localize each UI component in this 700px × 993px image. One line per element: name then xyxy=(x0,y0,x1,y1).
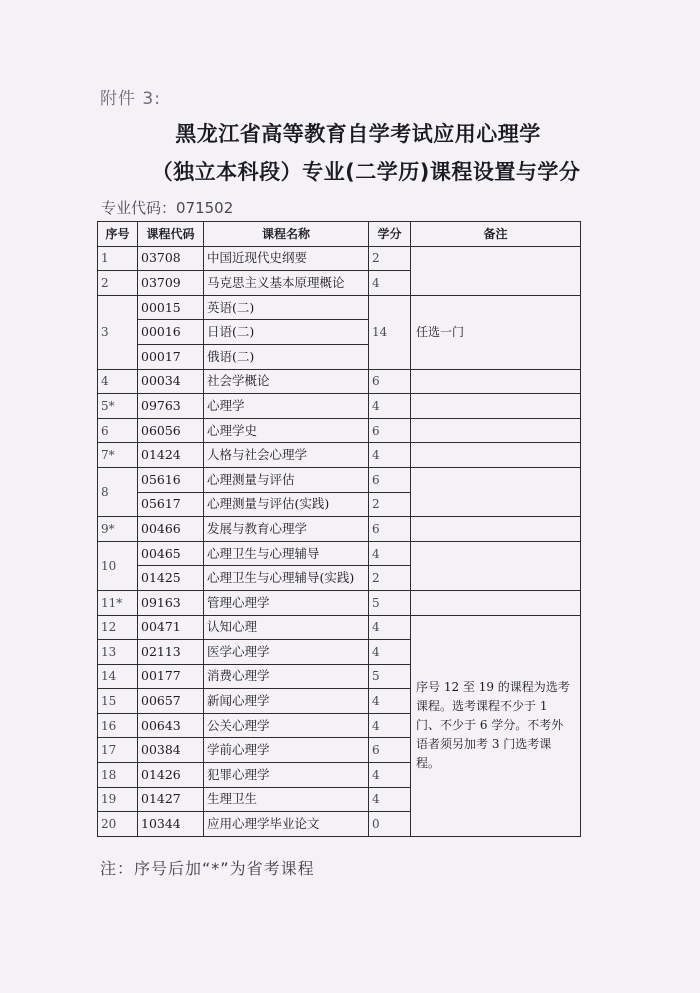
remark-electives: 序号 12 至 19 的课程为选考课程。选考课程不少于 1 门、不少于 6 学分。不考外语者须另加考 3 门选考课程。 xyxy=(411,615,581,836)
row-credit: 4 xyxy=(369,689,411,714)
row-credit: 5 xyxy=(369,590,411,615)
row-seq: 1 xyxy=(98,246,138,271)
row-code: 01425 xyxy=(138,566,204,591)
table-row xyxy=(98,418,581,443)
row-seq: 20 xyxy=(98,812,138,837)
table-row xyxy=(98,443,581,468)
row-credit: 6 xyxy=(369,467,411,492)
row-name: 学前心理学 xyxy=(204,738,369,763)
row-seq: 6 xyxy=(98,418,138,443)
table-row xyxy=(98,615,581,640)
row-name: 认知心理 xyxy=(204,615,369,640)
row-name: 管理心理学 xyxy=(204,590,369,615)
row-code: 00015 xyxy=(138,295,204,320)
row-name: 心理测量与评估 xyxy=(204,467,369,492)
row-code: 00177 xyxy=(138,664,204,689)
row-remark-empty xyxy=(411,590,581,615)
row-name: 心理卫生与心理辅导(实践) xyxy=(204,566,369,591)
row-seq: 13 xyxy=(98,640,138,665)
row-name: 心理测量与评估(实践) xyxy=(204,492,369,517)
row-seq: 16 xyxy=(98,713,138,738)
table-row xyxy=(98,467,581,492)
row-remark-empty xyxy=(411,467,581,516)
row-remark-empty xyxy=(411,246,581,295)
row-code: 01424 xyxy=(138,443,204,468)
row-credit: 4 xyxy=(369,713,411,738)
row-name: 新闻心理学 xyxy=(204,689,369,714)
row-seq: 17 xyxy=(98,738,138,763)
row-credit: 6 xyxy=(369,369,411,394)
table-row xyxy=(98,295,581,320)
row-remark-empty xyxy=(411,418,581,443)
row-seq: 10 xyxy=(98,541,138,590)
row-seq: 12 xyxy=(98,615,138,640)
row-name: 公关心理学 xyxy=(204,713,369,738)
row-seq: 14 xyxy=(98,664,138,689)
table-row xyxy=(98,517,581,542)
row-code: 01426 xyxy=(138,763,204,788)
row-credit: 4 xyxy=(369,787,411,812)
row-credit: 6 xyxy=(369,517,411,542)
row-code: 09763 xyxy=(138,394,204,419)
row-credit: 4 xyxy=(369,640,411,665)
row-seq: 15 xyxy=(98,689,138,714)
row-seq: 18 xyxy=(98,763,138,788)
row-code: 00017 xyxy=(138,344,204,369)
row-name: 心理学史 xyxy=(204,418,369,443)
row-credit: 4 xyxy=(369,763,411,788)
header-remark: 备注 xyxy=(411,222,581,247)
row-credit: 4 xyxy=(369,615,411,640)
header-name: 课程名称 xyxy=(204,222,369,247)
row-name: 消费心理学 xyxy=(204,664,369,689)
page-title: 黑龙江省高等教育自学考试应用心理学 xyxy=(175,122,541,146)
row-name: 发展与教育心理学 xyxy=(204,517,369,542)
row-code: 00657 xyxy=(138,689,204,714)
row-code: 00471 xyxy=(138,615,204,640)
row-seq: 8 xyxy=(98,467,138,516)
row-credit: 4 xyxy=(369,541,411,566)
row-name: 医学心理学 xyxy=(204,640,369,665)
row-credit: 2 xyxy=(369,492,411,517)
row-name: 俄语(二) xyxy=(204,344,369,369)
row-name: 心理学 xyxy=(204,394,369,419)
table-row xyxy=(98,246,581,271)
row-name: 人格与社会心理学 xyxy=(204,443,369,468)
row-code: 05616 xyxy=(138,467,204,492)
header-seq: 序号 xyxy=(98,222,138,247)
table-row xyxy=(98,590,581,615)
row-name: 心理卫生与心理辅导 xyxy=(204,541,369,566)
row-seq: 19 xyxy=(98,787,138,812)
row-name: 应用心理学毕业论文 xyxy=(204,812,369,837)
major-code: 专业代码：071502 xyxy=(101,199,234,217)
course-table xyxy=(97,221,581,837)
row-credit: 4 xyxy=(369,394,411,419)
row-code: 10344 xyxy=(138,812,204,837)
table-row xyxy=(98,541,581,566)
row-credit: 0 xyxy=(369,812,411,837)
row-remark-empty xyxy=(411,541,581,590)
row-name: 中国近现代史纲要 xyxy=(204,246,369,271)
row-code: 09163 xyxy=(138,590,204,615)
row-remark-empty xyxy=(411,443,581,468)
row-name: 马克思主义基本原理概论 xyxy=(204,271,369,296)
row-remark-empty xyxy=(411,517,581,542)
table-row xyxy=(98,394,581,419)
attachment-label: 附件 3: xyxy=(100,89,161,109)
row-credit: 4 xyxy=(369,271,411,296)
row-code: 00016 xyxy=(138,320,204,345)
row-seq: 2 xyxy=(98,271,138,296)
table-row xyxy=(98,369,581,394)
row-code: 03709 xyxy=(138,271,204,296)
row-code: 02113 xyxy=(138,640,204,665)
row-code: 05617 xyxy=(138,492,204,517)
row-seq: 5* xyxy=(98,394,138,419)
row-credit: 2 xyxy=(369,246,411,271)
row-seq: 3 xyxy=(98,295,138,369)
row-name: 犯罪心理学 xyxy=(204,763,369,788)
row-code: 00034 xyxy=(138,369,204,394)
row-credit: 14 xyxy=(369,295,411,369)
remark-choose-one: 任选一门 xyxy=(411,295,581,369)
row-code: 00466 xyxy=(138,517,204,542)
row-seq: 7* xyxy=(98,443,138,468)
row-credit: 6 xyxy=(369,418,411,443)
row-name: 社会学概论 xyxy=(204,369,369,394)
row-credit: 4 xyxy=(369,443,411,468)
table-header xyxy=(98,222,581,247)
row-remark-empty xyxy=(411,394,581,419)
footnote: 注：序号后加“*”为省考课程 xyxy=(100,859,315,878)
header-credit: 学分 xyxy=(369,222,411,247)
row-seq: 9* xyxy=(98,517,138,542)
row-code: 01427 xyxy=(138,787,204,812)
row-code: 00643 xyxy=(138,713,204,738)
row-credit: 5 xyxy=(369,664,411,689)
row-code: 00384 xyxy=(138,738,204,763)
row-remark-empty xyxy=(411,369,581,394)
row-credit: 6 xyxy=(369,738,411,763)
row-seq: 11* xyxy=(98,590,138,615)
row-code: 06056 xyxy=(138,418,204,443)
row-name: 生理卫生 xyxy=(204,787,369,812)
header-code: 课程代码 xyxy=(138,222,204,247)
page-subtitle: （独立本科段）专业(二学历)课程设置与学分 xyxy=(151,160,581,184)
row-credit: 2 xyxy=(369,566,411,591)
row-code: 03708 xyxy=(138,246,204,271)
row-name: 英语(二) xyxy=(204,295,369,320)
row-code: 00465 xyxy=(138,541,204,566)
row-name: 日语(二) xyxy=(204,320,369,345)
row-seq: 4 xyxy=(98,369,138,394)
